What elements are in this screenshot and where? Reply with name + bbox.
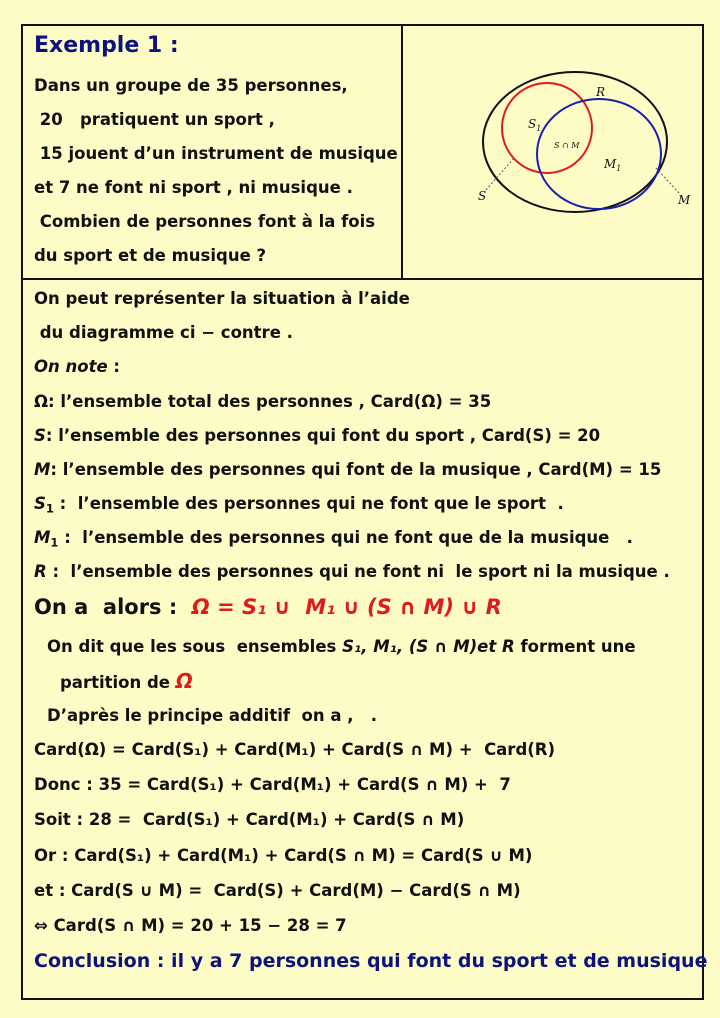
label-m1: $M_1$ xyxy=(604,157,622,173)
additive-principle: D’après le principe additif on a , . xyxy=(47,706,378,725)
statement-line-4: et 7 ne font ni sport , ni musique . xyxy=(34,178,353,197)
intro-line-2: du diagramme ci − contre . xyxy=(34,323,293,342)
cell-divider-vertical xyxy=(401,24,403,280)
def-m: M: l’ensemble des personnes qui font de la musique , Card(M) = 15 xyxy=(34,460,662,479)
on-note-line: On note : xyxy=(34,357,121,376)
cell-divider-horizontal xyxy=(21,278,704,280)
equation-3: Soit : 28 = Card(S₁) + Card(M₁) + Card(S ∩ M) xyxy=(34,810,465,829)
label-m: M xyxy=(678,193,691,207)
venn-diagram xyxy=(470,70,700,220)
partition-statement-1: On dit que les sous ensembles S₁, M₁, (S ∩ M)et R forment une xyxy=(47,637,636,656)
equation-4: Or : Card(S₁) + Card(M₁) + Card(S ∩ M) = Card(S ∪ M) xyxy=(34,846,533,865)
label-r: R xyxy=(596,85,606,99)
intro-line-1: On peut représenter la situation à l’aide xyxy=(34,289,410,308)
statement-line-5: Combien de personnes font à la fois xyxy=(34,212,376,231)
equation-5: et : Card(S ∪ M) = Card(S) + Card(M) − Card(S ∩ M) xyxy=(34,881,521,900)
statement-line-2: 20 pratiquent un sport , xyxy=(34,110,275,129)
set-m-ellipse xyxy=(537,99,661,209)
def-s: S: l’ensemble des personnes qui font du sport , Card(S) = 20 xyxy=(34,426,601,445)
def-omega: Ω: l’ensemble total des personnes , Card(Ω) = 35 xyxy=(34,392,492,411)
statement-line-3: 15 jouent d’un instrument de musique xyxy=(34,144,398,163)
m-pointer-line xyxy=(656,168,680,194)
example-title: Exemple 1 : xyxy=(34,33,179,58)
partition-line: On a alors : Ω = S₁ ∪ M₁ ∪ (S ∩ M) ∪ R xyxy=(34,595,502,619)
s-pointer-line xyxy=(486,158,514,190)
label-intersection: S ∩ M xyxy=(554,141,580,150)
statement-line-1: Dans un groupe de 35 personnes, xyxy=(34,76,348,95)
equation-6: ⇔ Card(S ∩ M) = 20 + 15 − 28 = 7 xyxy=(34,916,347,935)
equation-2: Donc : 35 = Card(S₁) + Card(M₁) + Card(S ∩ M) + 7 xyxy=(34,775,511,794)
partition-statement-2: partition de Ω xyxy=(60,669,193,693)
def-r: R : l’ensemble des personnes qui ne font ni le sport ni la musique . xyxy=(34,562,670,581)
label-s1: $S_1$ xyxy=(528,117,542,133)
conclusion: Conclusion : il y a 7 personnes qui font du sport et de musique xyxy=(34,950,708,972)
set-s-circle xyxy=(502,83,592,173)
statement-line-6: du sport et de musique ? xyxy=(34,246,267,265)
def-m1: $M_1$ : l’ensemble des personnes qui ne font que de la musique . xyxy=(34,528,633,550)
equation-1: Card(Ω) = Card(S₁) + Card(M₁) + Card(S ∩ M) + Card(R) xyxy=(34,740,556,759)
label-s: S xyxy=(478,189,487,203)
partition-formula: Ω = S₁ ∪ M₁ ∪ (S ∩ M) ∪ R xyxy=(191,595,502,619)
def-s1: $S_1$ : l’ensemble des personnes qui ne font que le sport . xyxy=(34,494,564,516)
